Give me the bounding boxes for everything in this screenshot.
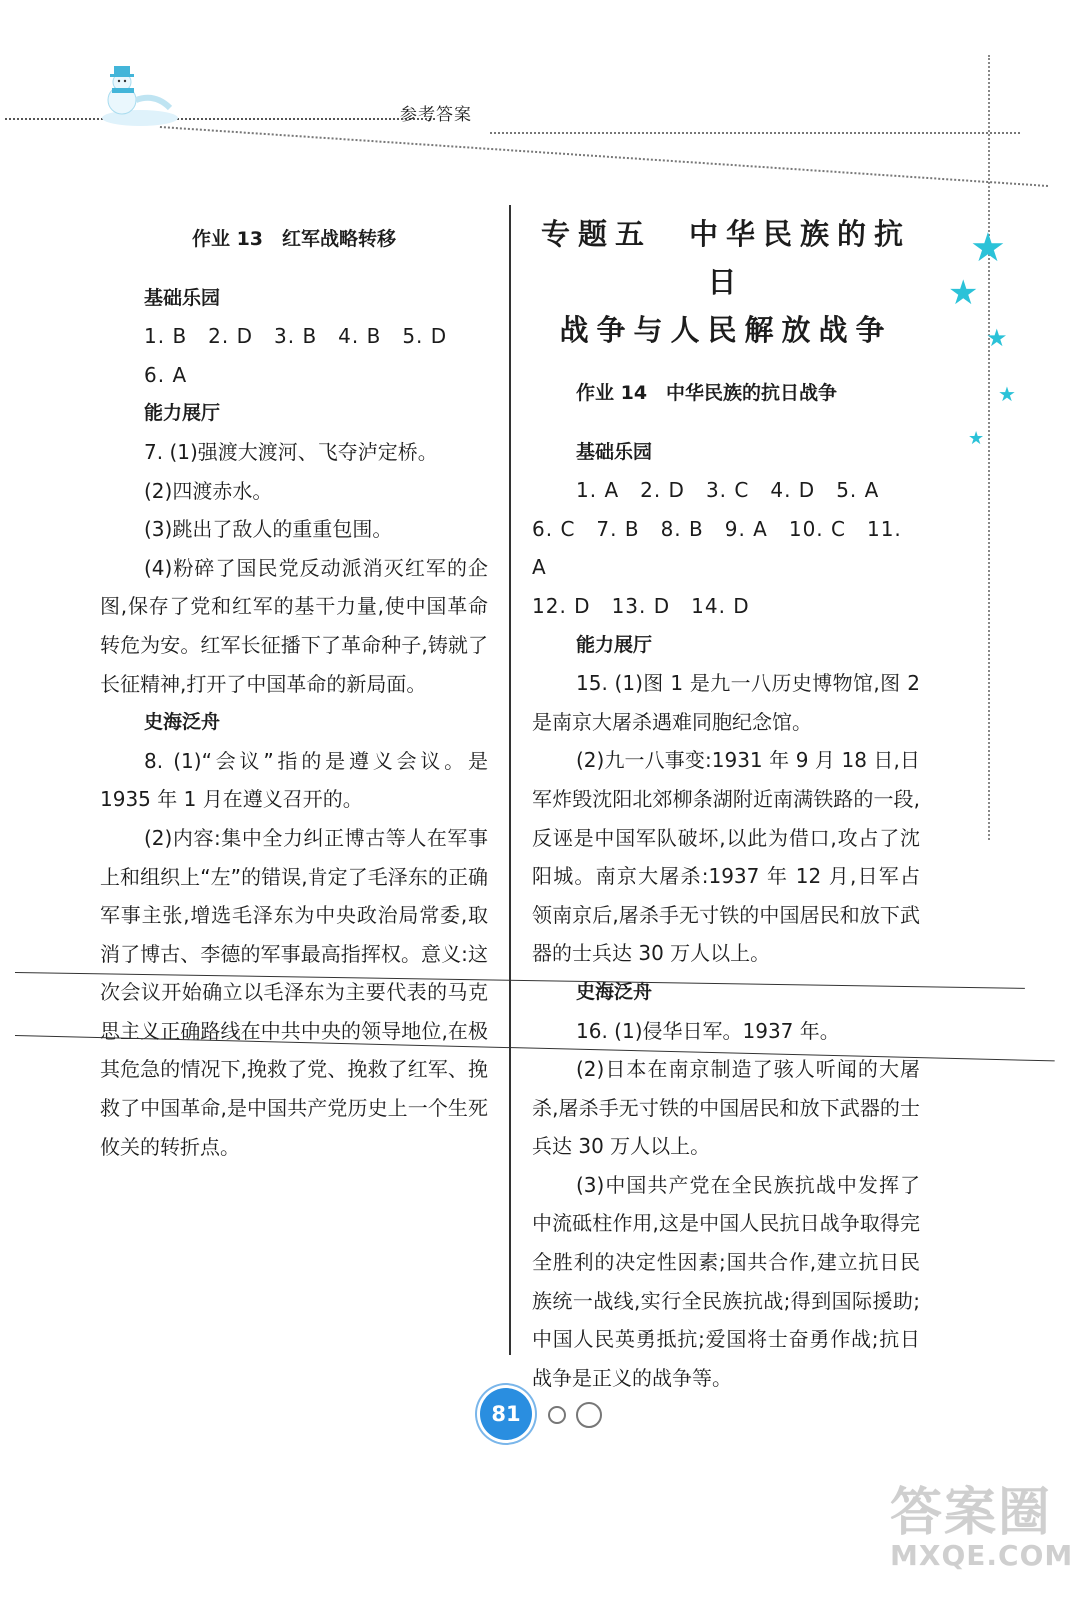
- topic-title-line: 专题五 中华民族的抗日: [540, 217, 911, 299]
- decor-circle-icon: [548, 1406, 566, 1424]
- answer-paragraph: (3)中国共产党在全民族抗战中发挥了中流砥柱作用,这是中国人民抗日战争取得完全胜利的决定性因素;国共合作,建立抗日民族统一战线,实行全民族抗战;得到国际援助;中国人民英勇抵抗;爱国将士奋勇作战;抗日战争是正义的战争等。: [532, 1172, 920, 1390]
- header-dotted-line-right: [490, 132, 1020, 134]
- section-title: 能力展厅: [576, 633, 653, 656]
- section-title: 史海泛舟: [144, 711, 221, 734]
- header-dotted-line: [5, 118, 435, 120]
- section-title: 基础乐园: [576, 440, 653, 463]
- margin-dotted-line: [988, 55, 990, 840]
- star-icon: ★: [948, 273, 979, 313]
- answer-row: 12. D 13. D 14. D: [532, 593, 750, 618]
- answer-paragraph: (3)跳出了敌人的重重包围。: [144, 517, 393, 542]
- column-divider: [509, 205, 511, 1355]
- topic-title: [532, 210, 920, 354]
- section-title: 能力展厅: [144, 402, 221, 425]
- answer-paragraph: (2)日本在南京制造了骇人听闻的大屠杀,屠杀手无寸铁的中国居民和放下武器的士兵达 30 万人以上。: [532, 1057, 920, 1159]
- answer-paragraph: (2)四渡赤水。: [144, 478, 273, 503]
- answer-row: 6. C 7. B 8. B 9. A 10. C 11. A: [532, 516, 902, 580]
- answer-paragraph: 16. (1)侵华日军。1937 年。: [576, 1018, 840, 1043]
- header-title: 参考答案: [400, 105, 472, 125]
- star-icon: ★: [998, 382, 1016, 406]
- watermark: [890, 1470, 1075, 1590]
- answer-row: 1. B 2. D 3. B 4. B 5. D 6. A: [144, 324, 469, 387]
- star-icon: ★: [970, 225, 1006, 271]
- snowman-icon: [100, 58, 180, 128]
- answer-row: 1. A 2. D 3. C 4. D 5. A: [576, 478, 880, 503]
- watermark-site: MXQE.COM: [890, 1539, 1074, 1572]
- star-icon: ★: [968, 428, 985, 449]
- lesson-title: 作业 14 中华民族的抗日战争: [576, 382, 838, 404]
- answer-paragraph: (2)内容:集中全力纠正博古等人在军事上和组织上“左”的错误,肯定了毛泽东的正确军事主张,增选毛泽东为中央政治局常委,取消了博古、李德的军事最高指挥权。意义:这次会议开始确立以毛泽东为主要代表的马克思主义正确路线在中共中央的领导地位,在极其危急的情况下,挽救了党、挽救了红军、挽救了中国革命,是中国共产党历史上一个生死攸关的转折点。: [100, 825, 488, 1159]
- section-title: 基础乐园: [144, 286, 221, 309]
- header-slant-dotted-line: [160, 126, 1048, 187]
- watermark-text: 答案圈: [890, 1483, 1053, 1543]
- lesson-title: 作业 13 红军战略转移: [191, 228, 397, 250]
- left-column: [100, 220, 488, 1166]
- topic-title-line: 战争与人民解放战争: [559, 313, 893, 347]
- decor-circle-icon: [576, 1402, 602, 1428]
- star-icon: ★: [986, 324, 1008, 352]
- answer-paragraph: 8. (1)“会议”指的是遵义会议。是1935 年 1 月在遵义召开的。: [100, 748, 488, 812]
- right-column: [532, 210, 920, 1397]
- answer-paragraph: (2)九一八事变:1931 年 9 月 18 日,日军炸毁沈阳北郊柳条湖附近南满铁路的一段,反诬是中国军队破坏,以此为借口,攻占了沈阳城。南京大屠杀:1937 年 12 月,日军占领南京后,屠杀手无寸铁的中国居民和放下武器的士兵达 30 万人以上。: [532, 748, 920, 966]
- answer-paragraph: 15. (1)图 1 是九一八历史博物馆,图 2 是南京大屠杀遇难同胞纪念馆。: [532, 671, 920, 734]
- answer-paragraph: (4)粉碎了国民党反动派消灭红军的企图,保存了党和红军的基干力量,使中国革命转危为安。红军长征播下了革命种子,铸就了长征精神,打开了中国革命的新局面。: [100, 555, 488, 696]
- page-number: 81: [480, 1388, 532, 1440]
- answer-paragraph: 7. (1)强渡大渡河、飞夺泸定桥。: [144, 439, 438, 464]
- section-title: 史海泛舟: [576, 980, 653, 1003]
